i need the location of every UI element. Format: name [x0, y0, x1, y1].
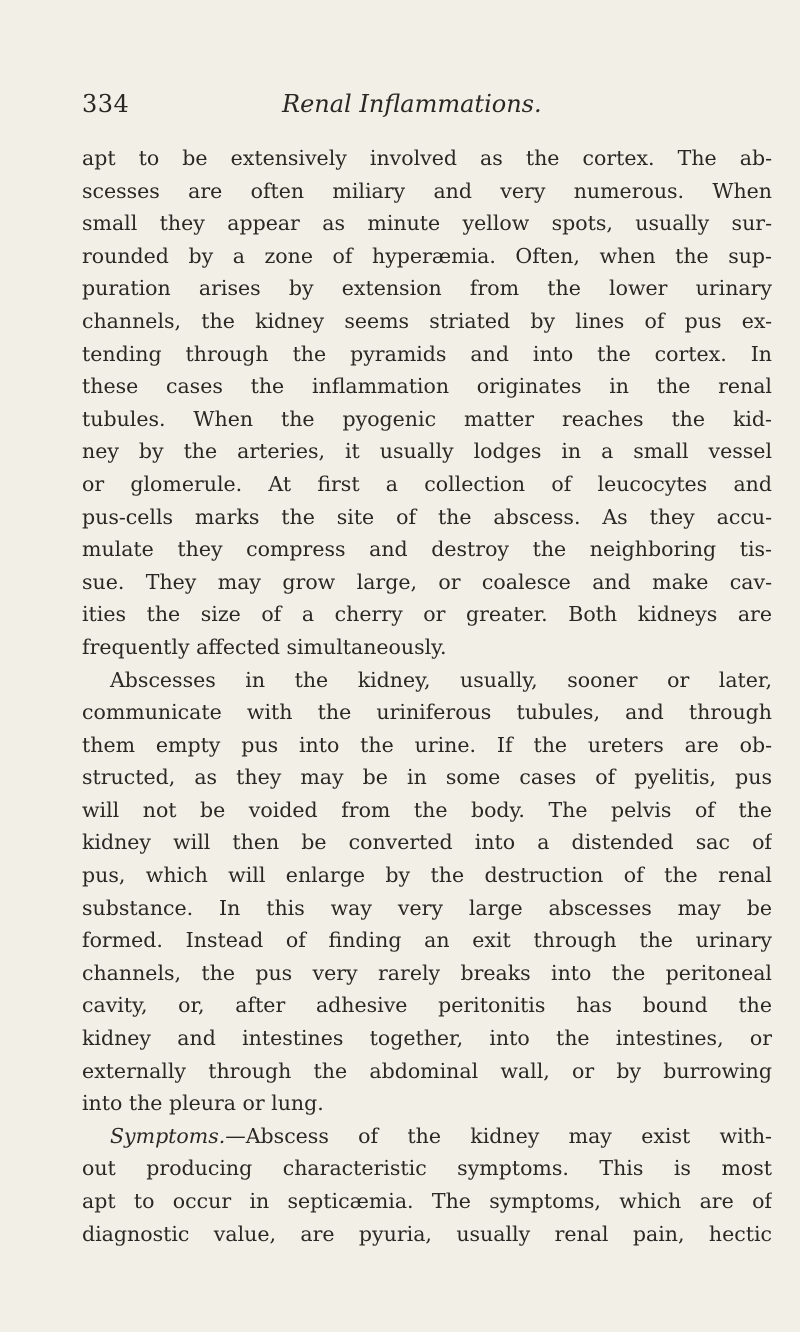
text-line: apt to occur in septicæmia. The symptoms, which are of	[82, 1189, 772, 1213]
text-line: channels, the pus very rarely breaks into the peritoneal	[82, 960, 772, 985]
paragraph-abscess-communication	[82, 664, 772, 1120]
text-line: kidney and intestines together, into the intestines, or	[82, 1026, 772, 1051]
page-number: 334	[82, 90, 130, 118]
text-line: will not be voided from the body. The pelvis of the	[82, 797, 772, 822]
text-line: rounded by a zone of hyperæmia. Often, when the sup-	[82, 243, 772, 268]
text-line: Abscesses in the kidney, usually, sooner or later,	[110, 667, 772, 692]
text-line: tubules. When the pyogenic matter reaches the kid-	[82, 406, 772, 431]
text-line: pus-cells marks the site of the abscess. As they accu-	[82, 504, 772, 529]
text-line: them empty pus into the urine. If the ureters are ob-	[82, 732, 772, 757]
text-line: puration arises by extension from the lower urinary	[82, 276, 772, 301]
text-line: channels, the kidney seems striated by lines of pus ex-	[82, 308, 772, 333]
paragraph-symptoms	[82, 1120, 772, 1250]
text-line: pus, which will enlarge by the destruction of the renal	[82, 863, 772, 888]
section-heading-symptoms: Symptoms.	[110, 1123, 226, 1148]
text-line: ities the size of a cherry or greater. Both kidneys are	[82, 602, 772, 627]
symptoms-heading-line	[82, 1120, 772, 1153]
text-line: or glomerule. At first a collection of leucocytes and	[82, 471, 772, 496]
text-line: —Abscess of the kidney may exist with-	[225, 1123, 772, 1148]
text-line: formed. Instead of finding an exit through the urinary	[82, 928, 772, 953]
text-line: cavity, or, after adhesive peritonitis has bound the	[82, 993, 772, 1018]
text-body	[82, 142, 772, 1250]
text-line: kidney will then be converted into a distended sac of	[82, 830, 772, 855]
text-line: scesses are often miliary and very numerous. When	[82, 178, 772, 203]
paragraph-abscess-description	[82, 142, 772, 664]
chapter-title: Renal Inflammations.	[282, 90, 542, 118]
text-line: these cases the inflammation originates in the renal	[82, 374, 772, 399]
text-line: externally through the abdominal wall, or by burrowing	[82, 1058, 772, 1083]
text-line: mulate they compress and destroy the neighboring tis-	[82, 537, 772, 562]
text-line: out producing characteristic symptoms. This is most	[82, 1156, 772, 1181]
text-line: frequently affected simultaneously.	[82, 634, 447, 659]
text-line: small they appear as minute yellow spots, usually sur-	[82, 211, 772, 236]
text-line: tending through the pyramids and into the cortex. In	[82, 341, 772, 366]
text-line: sue. They may grow large, or coalesce and make cav-	[82, 569, 772, 594]
text-line: into the pleura or lung.	[82, 1091, 324, 1116]
text-line: apt to be extensively involved as the cortex. The ab-	[82, 146, 772, 170]
text-line: structed, as they may be in some cases of pyelitis, pus	[82, 765, 772, 790]
running-head	[82, 90, 772, 126]
text-line: ney by the arteries, it usually lodges in a small vessel	[82, 439, 772, 464]
text-line: diagnostic value, are pyuria, usually renal pain, hectic	[82, 1221, 772, 1246]
text-line: communicate with the uriniferous tubules, and through	[82, 700, 772, 725]
text-line: substance. In this way very large abscesses may be	[82, 895, 772, 920]
